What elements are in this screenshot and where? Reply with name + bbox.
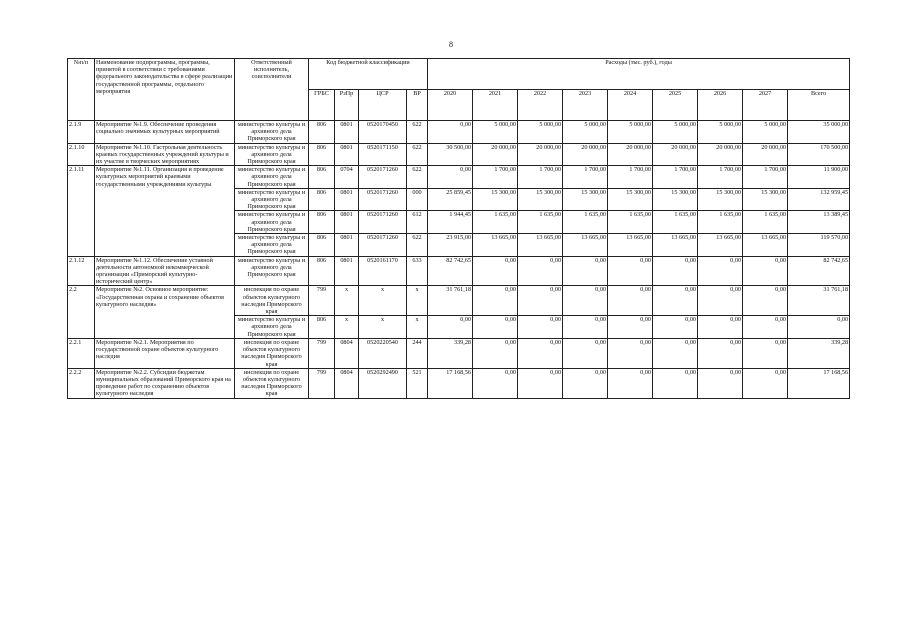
header-year-col: 2025 [653, 90, 698, 121]
row-executor: министерство культуры и архивного дела Приморского края [235, 211, 309, 234]
row-number: 2.1.10 [68, 143, 95, 166]
row-vr: 622 [407, 143, 428, 166]
row-number: 2.1.12 [68, 256, 95, 286]
row-year-value: 15 300,00 [743, 188, 788, 211]
header-year-col: 2026 [698, 90, 743, 121]
row-executor: министерство культуры и архивного дела Приморского края [235, 143, 309, 166]
row-year-value: 0,00 [518, 338, 563, 368]
row-csr: 0520171260 [359, 234, 407, 257]
row-vr: 633 [407, 256, 428, 286]
row-grbs: 806 [309, 143, 335, 166]
row-rzpr: 0704 [335, 166, 359, 189]
row-year-value: 20 000,00 [608, 143, 653, 166]
page-number: 8 [449, 40, 453, 49]
row-grbs: 806 [309, 234, 335, 257]
row-rzpr: 0801 [335, 211, 359, 234]
row-year-value: 5 000,00 [653, 121, 698, 144]
row-year-value: 0,00 [428, 121, 473, 144]
row-year-value: 20 000,00 [563, 143, 608, 166]
header-code-col: РзПр [335, 90, 359, 121]
row-grbs: 806 [309, 166, 335, 189]
row-csr: 0520171260 [359, 211, 407, 234]
row-year-value: 1 635,00 [698, 211, 743, 234]
row-year-value: 5 000,00 [608, 121, 653, 144]
row-year-value: 0,00 [743, 256, 788, 286]
row-name: Мероприятие №1.12. Обеспечение уставной деятельности автономной некоммерческой организации «Приморский культурно-исторический центр» [95, 256, 235, 286]
row-year-value: 30 500,00 [428, 143, 473, 166]
row-number: 2.2.2 [68, 368, 95, 398]
row-year-value: 1 635,00 [473, 211, 518, 234]
table-row [68, 166, 850, 189]
row-vr: 244 [407, 338, 428, 368]
row-year-value: 13 665,00 [473, 234, 518, 257]
row-grbs: 799 [309, 286, 335, 316]
row-year-value: 0,00 [743, 316, 788, 339]
header-code-col: ГРБС [309, 90, 335, 121]
row-executor: министерство культуры и архивного дела Приморского края [235, 256, 309, 286]
row-year-value: 0,00 [518, 316, 563, 339]
row-year-value: 13 665,00 [563, 234, 608, 257]
table-row [68, 121, 850, 144]
row-csr: 0520170450 [359, 121, 407, 144]
header-year-col: 2021 [473, 90, 518, 121]
row-year-value: 0,00 [698, 368, 743, 398]
row-executor: инспекция по охране объектов культурного наследия Приморского края [235, 338, 309, 368]
row-csr: 0520171150 [359, 143, 407, 166]
row-year-value: 0,00 [518, 368, 563, 398]
row-rzpr: 0801 [335, 143, 359, 166]
table-row [68, 256, 850, 286]
row-vr: 622 [407, 234, 428, 257]
row-year-value: 0,00 [473, 256, 518, 286]
row-year-value: 0,00 [653, 316, 698, 339]
row-year-value: 0,00 [608, 286, 653, 316]
row-year-value: 15 300,00 [608, 188, 653, 211]
row-year-value: 0,00 [428, 166, 473, 189]
row-year-value: 0,00 [473, 368, 518, 398]
row-grbs: 806 [309, 121, 335, 144]
row-year-value: 23 915,00 [428, 234, 473, 257]
row-year-value: 0,00 [653, 368, 698, 398]
header-code-col: ЦСР [359, 90, 407, 121]
row-vr: 000 [407, 188, 428, 211]
row-total: 35 000,00 [788, 121, 850, 144]
row-rzpr: 0801 [335, 256, 359, 286]
row-executor: министерство культуры и архивного дела Приморского края [235, 316, 309, 339]
row-year-value: 5 000,00 [473, 121, 518, 144]
row-year-value: 15 300,00 [518, 188, 563, 211]
row-vr: x [407, 286, 428, 316]
row-year-value: 1 635,00 [563, 211, 608, 234]
row-name: Мероприятие №1.9. Обеспечение проведения социально значимых культурных мероприятий [95, 121, 235, 144]
row-year-value: 0,00 [743, 368, 788, 398]
header-year-col: 2023 [563, 90, 608, 121]
row-total: 13 389,45 [788, 211, 850, 234]
row-year-value: 5 000,00 [563, 121, 608, 144]
row-year-value: 0,00 [743, 286, 788, 316]
row-grbs: 806 [309, 316, 335, 339]
row-year-value: 1 700,00 [473, 166, 518, 189]
row-csr: 0520220540 [359, 338, 407, 368]
row-grbs: 806 [309, 188, 335, 211]
header-budget-code: Код бюджетной классификации [309, 59, 428, 90]
row-year-value: 15 300,00 [473, 188, 518, 211]
row-year-value: 1 635,00 [653, 211, 698, 234]
row-executor: министерство культуры и архивного дела Приморского края [235, 234, 309, 257]
row-year-value: 0,00 [698, 286, 743, 316]
row-year-value: 0,00 [653, 338, 698, 368]
row-year-value: 0,00 [608, 338, 653, 368]
row-grbs: 806 [309, 256, 335, 286]
row-year-value: 13 665,00 [518, 234, 563, 257]
row-executor: инспекция по охране объектов культурного наследия Приморского края [235, 286, 309, 316]
row-name: Мероприятие №2.2. Субсидии бюджетам муниципальных образований Приморского края на проведение работ по сохранению объектов культурного наследия [95, 368, 235, 398]
header-expenses: Расходы (тыс. руб.), годы [428, 59, 850, 90]
row-total: 0,00 [788, 316, 850, 339]
row-year-value: 0,00 [698, 316, 743, 339]
row-year-value: 0,00 [608, 256, 653, 286]
row-year-value: 13 665,00 [653, 234, 698, 257]
row-total: 339,28 [788, 338, 850, 368]
row-year-value: 1 700,00 [563, 166, 608, 189]
row-year-value: 82 742,65 [428, 256, 473, 286]
row-vr: x [407, 316, 428, 339]
header-executor: Ответственный исполнитель, соисполнители [235, 59, 309, 121]
row-executor: министерство культуры и архивного дела Приморского края [235, 121, 309, 144]
header-code-col: ВР [407, 90, 428, 121]
row-year-value: 31 761,18 [428, 286, 473, 316]
table-row [68, 338, 850, 368]
header-year-col: 2027 [743, 90, 788, 121]
row-rzpr: x [335, 316, 359, 339]
row-grbs: 806 [309, 211, 335, 234]
row-number: 2.1.11 [68, 166, 95, 256]
row-year-value: 0,00 [608, 316, 653, 339]
row-year-value: 13 665,00 [698, 234, 743, 257]
row-year-value: 0,00 [473, 338, 518, 368]
row-year-value: 20 000,00 [743, 143, 788, 166]
row-year-value: 0,00 [698, 256, 743, 286]
row-year-value: 1 700,00 [608, 166, 653, 189]
table-row [68, 286, 850, 316]
row-year-value: 1 944,45 [428, 211, 473, 234]
row-name: Мероприятие №2. Основное мероприятие: «Государственная охрана и сохранение объектов культурного наследия» [95, 286, 235, 338]
row-year-value: 0,00 [653, 286, 698, 316]
row-number: 2.2.1 [68, 338, 95, 368]
row-executor: министерство культуры и архивного дела Приморского края [235, 166, 309, 189]
row-year-value: 20 000,00 [653, 143, 698, 166]
row-name: Мероприятие №2.1. Мероприятия по государственной охране объектов культурного наследия [95, 338, 235, 368]
row-vr: 622 [407, 166, 428, 189]
table-row [68, 143, 850, 166]
row-rzpr: 0801 [335, 121, 359, 144]
row-year-value: 0,00 [563, 256, 608, 286]
row-name: Мероприятие №1.10. Гастрольная деятельность краевых государственных учреждений культуры и их участие в творческих мероприятиях [95, 143, 235, 166]
row-year-value: 20 000,00 [698, 143, 743, 166]
row-year-value: 13 665,00 [608, 234, 653, 257]
table-row [68, 368, 850, 398]
row-year-value: 0,00 [518, 256, 563, 286]
row-executor: инспекция по охране объектов культурного наследия Приморского края [235, 368, 309, 398]
row-csr: 0520171260 [359, 188, 407, 211]
row-year-value: 25 859,45 [428, 188, 473, 211]
row-total: 82 742,65 [788, 256, 850, 286]
row-year-value: 1 700,00 [743, 166, 788, 189]
row-year-value: 0,00 [653, 256, 698, 286]
row-year-value: 15 300,00 [563, 188, 608, 211]
row-csr: x [359, 316, 407, 339]
header-year-col: 2024 [608, 90, 653, 121]
header-num: №п/п [68, 59, 95, 121]
row-total: 170 500,00 [788, 143, 850, 166]
row-year-value: 1 635,00 [518, 211, 563, 234]
row-year-value: 0,00 [698, 338, 743, 368]
row-year-value: 0,00 [428, 316, 473, 339]
row-grbs: 799 [309, 338, 335, 368]
row-year-value: 15 300,00 [653, 188, 698, 211]
row-year-value: 20 000,00 [473, 143, 518, 166]
row-year-value: 1 700,00 [698, 166, 743, 189]
row-rzpr: 0804 [335, 338, 359, 368]
row-csr: 0520161170 [359, 256, 407, 286]
row-year-value: 0,00 [563, 286, 608, 316]
budget-table [67, 58, 850, 399]
row-year-value: 5 000,00 [743, 121, 788, 144]
row-year-value: 13 665,00 [743, 234, 788, 257]
row-total: 31 761,18 [788, 286, 850, 316]
row-total: 11 900,00 [788, 166, 850, 189]
row-year-value: 20 000,00 [518, 143, 563, 166]
row-vr: 612 [407, 211, 428, 234]
row-year-value: 17 168,56 [428, 368, 473, 398]
header-total-col: Всего [788, 90, 850, 121]
row-rzpr: 0804 [335, 368, 359, 398]
row-year-value: 339,28 [428, 338, 473, 368]
row-year-value: 15 300,00 [698, 188, 743, 211]
row-name: Мероприятие №1.11. Организация и проведение культурных мероприятий краевыми государственными учреждениями культуры [95, 166, 235, 256]
row-number: 2.1.9 [68, 121, 95, 144]
header-year-col: 2020 [428, 90, 473, 121]
row-year-value: 0,00 [563, 368, 608, 398]
row-vr: 521 [407, 368, 428, 398]
row-number: 2.2 [68, 286, 95, 338]
row-year-value: 0,00 [473, 286, 518, 316]
row-year-value: 1 635,00 [608, 211, 653, 234]
row-year-value: 0,00 [608, 368, 653, 398]
row-year-value: 5 000,00 [698, 121, 743, 144]
row-vr: 622 [407, 121, 428, 144]
row-rzpr: 0801 [335, 234, 359, 257]
row-csr: 0520292490 [359, 368, 407, 398]
row-year-value: 5 000,00 [518, 121, 563, 144]
row-year-value: 0,00 [473, 316, 518, 339]
header-name: Наименование подпрограммы, программы, принятой в соответствии с требованиями федерального законодательства в сфере реализации государственной программы, отдельного мероприятия [95, 59, 235, 121]
header-year-col: 2022 [518, 90, 563, 121]
row-year-value: 1 700,00 [653, 166, 698, 189]
row-executor: министерство культуры и архивного дела Приморского края [235, 188, 309, 211]
row-total: 119 570,00 [788, 234, 850, 257]
row-year-value: 0,00 [518, 286, 563, 316]
row-total: 132 959,45 [788, 188, 850, 211]
row-csr: x [359, 286, 407, 316]
row-total: 17 168,56 [788, 368, 850, 398]
row-year-value: 0,00 [743, 338, 788, 368]
row-year-value: 1 700,00 [518, 166, 563, 189]
row-rzpr: 0801 [335, 188, 359, 211]
row-year-value: 0,00 [563, 316, 608, 339]
row-rzpr: x [335, 286, 359, 316]
row-year-value: 1 635,00 [743, 211, 788, 234]
row-year-value: 0,00 [563, 338, 608, 368]
row-csr: 0520171260 [359, 166, 407, 189]
row-grbs: 799 [309, 368, 335, 398]
